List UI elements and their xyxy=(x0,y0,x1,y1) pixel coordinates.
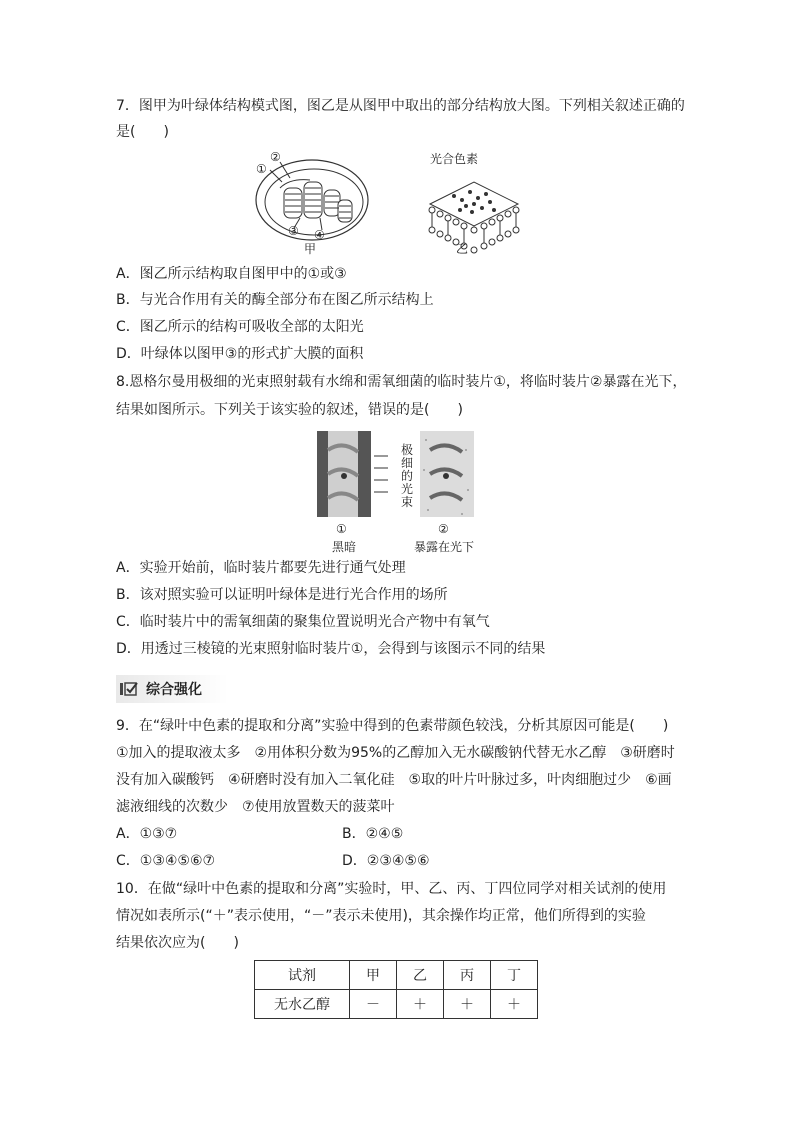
q9-stem: 9．在“绿叶中色素的提取和分离”实验中得到的色素带颜色较浅，分析其原因可能是( ) xyxy=(116,718,669,734)
table-cell: － xyxy=(350,990,397,1019)
beam-label xyxy=(400,444,414,509)
section-header xyxy=(116,675,228,703)
beam-char: 光 xyxy=(400,482,413,496)
table-header-row xyxy=(255,961,538,990)
engelmann-figure xyxy=(316,430,476,552)
table-header-cell: 试剂 xyxy=(255,961,350,990)
q10-line2: 情况如表所示(“＋”表示使用，“－”表示未使用)，其余操作均正常，他们所得到的实验 xyxy=(116,908,646,924)
fig-label-3: ③ xyxy=(288,224,299,238)
table-row xyxy=(255,990,538,1019)
q8-option-c: C．临时装片中的需氧细菌的聚集位置说明光合产物中有氧气 xyxy=(116,614,490,630)
table-header-cell: 甲 xyxy=(350,961,397,990)
beam-char: 细 xyxy=(400,456,413,470)
fig-label-1: ① xyxy=(256,162,267,176)
q9-option-b: B．②④⑤ xyxy=(342,826,404,842)
fig-label-dark: 黑暗 xyxy=(332,540,357,554)
fig-caption-yi: 乙 xyxy=(456,242,469,256)
beam-char: 的 xyxy=(400,469,413,483)
table-cell: 无水乙醇 xyxy=(255,990,350,1019)
beam-char: 极 xyxy=(400,443,413,457)
q10-line1: 10．在做“绿叶中色素的提取和分离”实验时，甲、乙、丙、丁四位同学对相关试剂的使用 xyxy=(116,881,667,897)
q9-option-a: A．①③⑦ xyxy=(116,826,178,842)
q9-option-d: D．②③④⑤⑥ xyxy=(342,853,430,869)
q9-line3: 没有加入碳酸钙 ④研磨时没有加入二氧化硅 ⑤取的叶片叶脉过多，叶肉细胞过少 ⑥画 xyxy=(116,772,672,788)
fig-label-n1: ① xyxy=(336,522,347,536)
q8-option-a: A．实验开始前，临时装片都要先进行通气处理 xyxy=(116,560,406,576)
q7-option-b: B．与光合作用有关的酶全部分布在图乙所示结构上 xyxy=(116,292,434,308)
table-header-cell: 丁 xyxy=(491,961,538,990)
table-cell: ＋ xyxy=(397,990,444,1019)
section-title: 综合强化 xyxy=(146,682,202,698)
chloroplast-figure xyxy=(250,148,370,258)
q8-stem-line1: 8.恩格尔曼用极细的光束照射载有水绵和需氧细菌的临时装片①，将临时装片②暴露在光下， xyxy=(116,374,687,390)
q7-option-c: C．图乙所示的结构可吸收全部的太阳光 xyxy=(116,319,364,335)
fig-label-exposed: 暴露在光下 xyxy=(414,540,475,554)
fig-label-pigment: 光合色素 xyxy=(430,152,479,166)
q8-stem-line2: 结果如图所示。下列关于该实验的叙述，错误的是( ) xyxy=(116,402,463,418)
q7-stem-line2: 是( ) xyxy=(116,124,169,140)
checkmark-icon xyxy=(120,681,138,697)
q9-line2: ①加入的提取液太多 ②用体积分数为95%的乙醇加入无水碳酸钠代替无水乙醇 ③研磨时 xyxy=(116,745,675,761)
reagent-table xyxy=(254,960,538,1019)
fig-label-n2: ② xyxy=(438,522,449,536)
q7-option-a: A．图乙所示结构取自图甲中的①或③ xyxy=(116,266,347,282)
fig-caption-jia: 甲 xyxy=(304,242,317,256)
membrane-figure xyxy=(424,150,524,260)
q7-stem-line1: 7．图甲为叶绿体结构模式图，图乙是从图甲中取出的部分结构放大图。下列相关叙述正确的 xyxy=(116,98,685,114)
table-header-cell: 丙 xyxy=(444,961,491,990)
fig-label-4: ④ xyxy=(314,228,325,242)
table-cell: ＋ xyxy=(444,990,491,1019)
table-cell: ＋ xyxy=(491,990,538,1019)
fig-label-2: ② xyxy=(270,150,281,164)
q9-option-c: C．①③④⑤⑥⑦ xyxy=(116,853,216,869)
q8-option-b: B．该对照实验可以证明叶绿体是进行光合作用的场所 xyxy=(116,587,448,603)
q9-line4: 滤液细线的次数少 ⑦使用放置数天的菠菜叶 xyxy=(116,799,395,815)
q7-option-d: D．叶绿体以图甲③的形式扩大膜的面积 xyxy=(116,346,364,362)
beam-char: 束 xyxy=(400,495,413,509)
table-header-cell: 乙 xyxy=(397,961,444,990)
q8-option-d: D．用透过三棱镜的光束照射临时装片①，会得到与该图示不同的结果 xyxy=(116,641,546,657)
q10-line3: 结果依次应为( ) xyxy=(116,935,239,951)
